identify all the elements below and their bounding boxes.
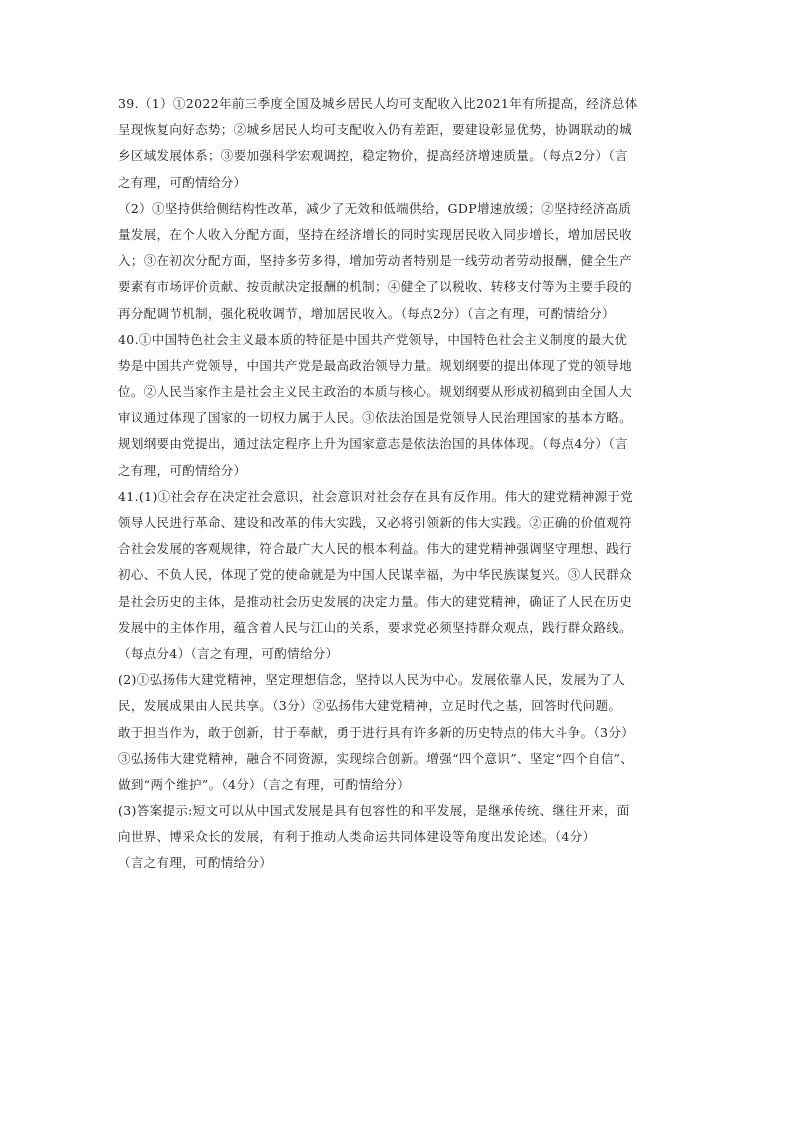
text-line: （2）①坚持供给侧结构性改革，减少了无效和低端供给，GDP增速放缓；②坚持经济高质 xyxy=(118,200,632,216)
text-line: 位。②人民当家作主是社会主义民主政治的本质与核心。规划纲要从形成初稿到由全国人大 xyxy=(118,384,633,400)
text-line: 审议通过体现了国家的一切权力属于人民。③依法治国是党领导人民治理国家的基本方略。 xyxy=(118,410,633,426)
text-line: 要素有市场评价贡献、按贡献决定报酬的机制；④健全了以税收、转移支付等为主要手段的 xyxy=(118,279,633,295)
text-line: 初心、不负人民，体现了党的使命就是为中国人民谋幸福，为中华民族谋复兴。③人民群众 xyxy=(118,567,633,583)
text-line: 41.(1)①社会存在决定社会意识，社会意识对社会存在具有反作用。伟大的建党精神源于党 xyxy=(118,488,634,504)
text-line: 入；③在初次分配方面，坚持多劳多得，增加劳动者特别是一线劳动者劳动报酬，健全生产 xyxy=(118,253,633,269)
text-line: 是社会历史的主体，是推动社会历史发展的决定力量。伟大的建党精神，确证了人民在历史 xyxy=(118,593,633,609)
text-line: 敢于担当作为，敢于创新，甘于奉献，勇于进行具有许多新的历史特点的伟大斗争。（3分） xyxy=(118,724,635,740)
text-line: （每点分4）（言之有理，可酌情给分） xyxy=(118,645,339,661)
text-line: 乡区域发展体系；③要加强科学宏观调控，稳定物价，提高经济增速质量。（每点2分）（言 xyxy=(118,148,628,164)
text-line: 39.（1）①2022年前三季度全国及城乡居民人均可支配收入比2021年有所提高，经济总体 xyxy=(118,96,638,111)
text-line: 向世界、博采众长的发展，有利于推动人类命运共同体建设等角度出发论述。（4分） xyxy=(118,829,596,845)
text-line: 领导人民进行革命、建设和改革的伟大实践，又必将引领新的伟大实践。②正确的价值观符 xyxy=(118,515,633,530)
text-line: 再分配调节机制，强化税收调节，增加居民收入。（每点2分）（言之有理，可酌情给分） xyxy=(118,305,615,321)
text-line: （言之有理，可酌情给分） xyxy=(118,855,273,871)
text-line: 民，发展成果由人民共享。（3分）②弘扬伟大建党精神，立足时代之基，回答时代问题。 xyxy=(118,698,622,714)
text-line: 之有理，可酌情给分） xyxy=(118,174,247,190)
text-line: ③弘扬伟大建党精神，融合不同资源，实现综合创新。增强“四个意识”、坚定“四个自信”、 xyxy=(118,750,634,766)
text-line: (2)①弘扬伟大建党精神，坚定理想信念，坚持以人民为中心。发展依靠人民，发展为了人 xyxy=(118,672,626,688)
text-line: 呈现恢复向好态势；②城乡居民人均可支配收入仍有差距，要建设彰显优势，协调联动的城 xyxy=(118,122,633,138)
text-line: 发展中的主体作用，蕴含着人民与江山的关系，要求党必须坚持群众观点，践行群众路线。 xyxy=(118,619,633,635)
text-line: 量发展，在个人收入分配方面，坚持在经济增长的同时实现居民收入同步增长，增加居民收 xyxy=(118,226,633,242)
text-line: 40.①中国特色社会主义最本质的特征是中国共产党领导，中国特色社会主义制度的最大优 xyxy=(118,331,628,347)
text-line: 规划纲要由党提出，通过法定程序上升为国家意志是依法治国的具体体现。（每点4分）（言 xyxy=(118,436,628,452)
text-line: 做到“两个维护”。（4分）（言之有理，可酌情给分） xyxy=(118,776,410,792)
text-line: 之有理，可酌情给分） xyxy=(118,462,247,478)
text-line: 势是中国共产党领导，中国共产党是最高政治领导力量。规划纲要的提出体现了党的领导地 xyxy=(118,357,633,373)
text-line: (3)答案提示:短文可以从中国式发展是具有包容性的和平发展，是继承传统、继往开来，面 xyxy=(118,803,630,819)
answer-document xyxy=(118,91,678,877)
text-line: 合社会发展的客观规律，符合最广大人民的根本利益。伟大的建党精神强调坚守理想、践行 xyxy=(118,541,633,557)
